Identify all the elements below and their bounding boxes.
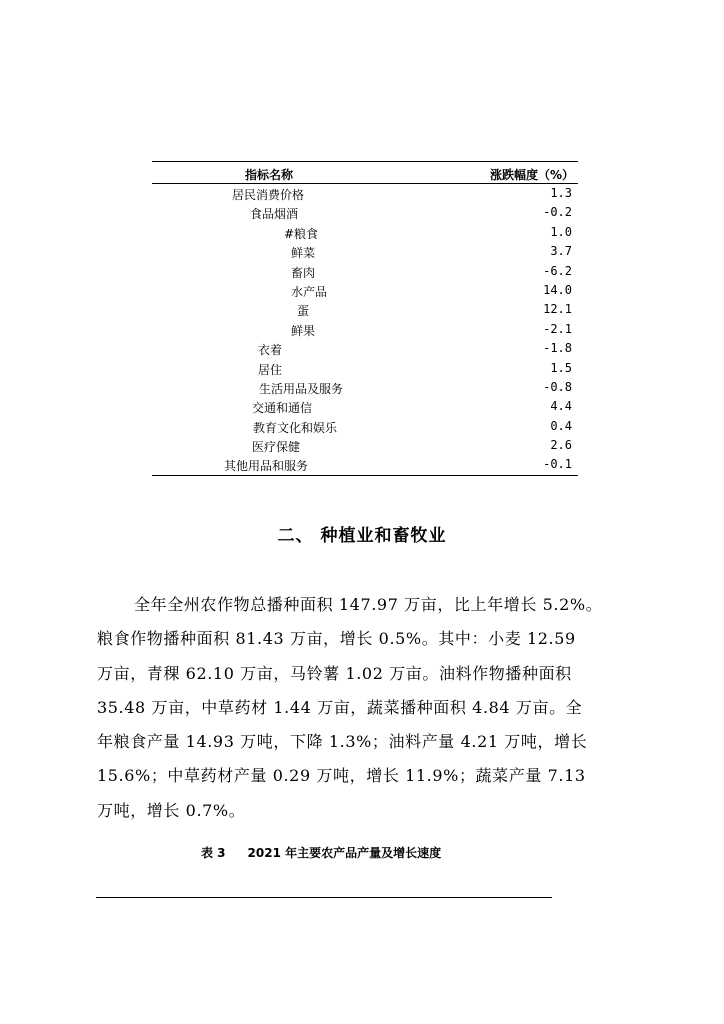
row-value: -2.1 bbox=[543, 321, 572, 336]
table3-top-rule bbox=[96, 897, 552, 898]
table-row bbox=[152, 436, 578, 455]
header-indicator-name: 指标名称 bbox=[245, 168, 294, 182]
row-value: -6.2 bbox=[543, 263, 572, 278]
row-name: 生活用品及服务 bbox=[259, 381, 344, 396]
paragraph-line: 万亩，青稞 62.10 万亩，马铃薯 1.02 万亩。油料作物播种面积 bbox=[97, 663, 572, 683]
row-value: -0.2 bbox=[543, 205, 572, 220]
row-value: 2.6 bbox=[550, 438, 572, 453]
row-name: #粮食 bbox=[284, 226, 319, 241]
row-name: 鲜果 bbox=[291, 323, 316, 338]
paragraph-line: 15.6%；中草药材产量 0.29 万吨，增长 11.9%；蔬菜产量 7.13 bbox=[97, 766, 586, 786]
row-value: 12.1 bbox=[543, 302, 572, 317]
table-row bbox=[152, 300, 578, 319]
table3-title: 2021 年主要农产品产量及增长速度 bbox=[247, 846, 442, 860]
row-name: 医疗保健 bbox=[252, 440, 301, 455]
paragraph-line: 万吨，增长 0.7%。 bbox=[97, 800, 246, 820]
row-value: 1.5 bbox=[550, 360, 572, 375]
row-value: 3.7 bbox=[550, 244, 572, 259]
paragraph-line: 年粮食产量 14.93 万吨，下降 1.3%；油料产量 4.21 万吨，增长 bbox=[97, 732, 588, 752]
row-value: 14.0 bbox=[543, 282, 572, 297]
table-row bbox=[152, 184, 578, 203]
row-name: 衣着 bbox=[258, 343, 283, 358]
section-title: 二、 种植业和畜牧业 bbox=[277, 526, 447, 546]
row-name: 居民消费价格 bbox=[232, 188, 305, 202]
table3-number: 表 3 bbox=[201, 846, 226, 860]
table-row bbox=[152, 455, 578, 474]
table-row bbox=[152, 359, 578, 378]
row-name: 食品烟酒 bbox=[250, 207, 299, 222]
table-row bbox=[152, 281, 578, 300]
row-name: 蛋 bbox=[297, 304, 310, 319]
row-value: 1.3 bbox=[550, 186, 572, 200]
crop-paragraph bbox=[97, 592, 637, 832]
row-name: 居住 bbox=[258, 362, 283, 377]
table-row bbox=[152, 378, 578, 397]
table-row bbox=[152, 339, 578, 358]
row-value: 1.0 bbox=[550, 224, 572, 239]
row-name: 畜肉 bbox=[291, 265, 316, 280]
paragraph-line: 35.48 万亩，中草药材 1.44 万亩，蔬菜播种面积 4.84 万亩。全 bbox=[97, 697, 583, 717]
row-value: -1.8 bbox=[543, 341, 572, 356]
table-header-row bbox=[152, 162, 578, 183]
row-value: 0.4 bbox=[550, 418, 572, 433]
row-name: 鲜菜 bbox=[291, 246, 316, 261]
paragraph-line: 全年全州农作物总播种面积 147.97 万亩，比上年增长 5.2%。 bbox=[134, 595, 603, 614]
paragraph-line: 粮食作物播种面积 81.43 万亩，增长 0.5%。其中：小麦 12.59 bbox=[97, 629, 576, 649]
row-value: -0.1 bbox=[543, 457, 572, 472]
row-name: 其他用品和服务 bbox=[224, 459, 309, 474]
table-row bbox=[152, 203, 578, 222]
table-row bbox=[152, 397, 578, 416]
table-bottom-rule bbox=[152, 475, 578, 476]
table3-caption bbox=[201, 844, 441, 861]
row-value: -0.8 bbox=[543, 379, 572, 394]
row-name: 水产品 bbox=[291, 284, 328, 299]
row-name: 教育文化和娱乐 bbox=[253, 420, 338, 435]
table-row bbox=[152, 223, 578, 242]
cpi-table bbox=[152, 161, 578, 476]
header-change-rate: 涨跌幅度（%） bbox=[489, 168, 574, 182]
table-row bbox=[152, 320, 578, 339]
table-row bbox=[152, 417, 578, 436]
row-value: 4.4 bbox=[550, 399, 572, 414]
table-row bbox=[152, 242, 578, 261]
row-name: 交通和通信 bbox=[252, 401, 313, 416]
table-row bbox=[152, 262, 578, 281]
